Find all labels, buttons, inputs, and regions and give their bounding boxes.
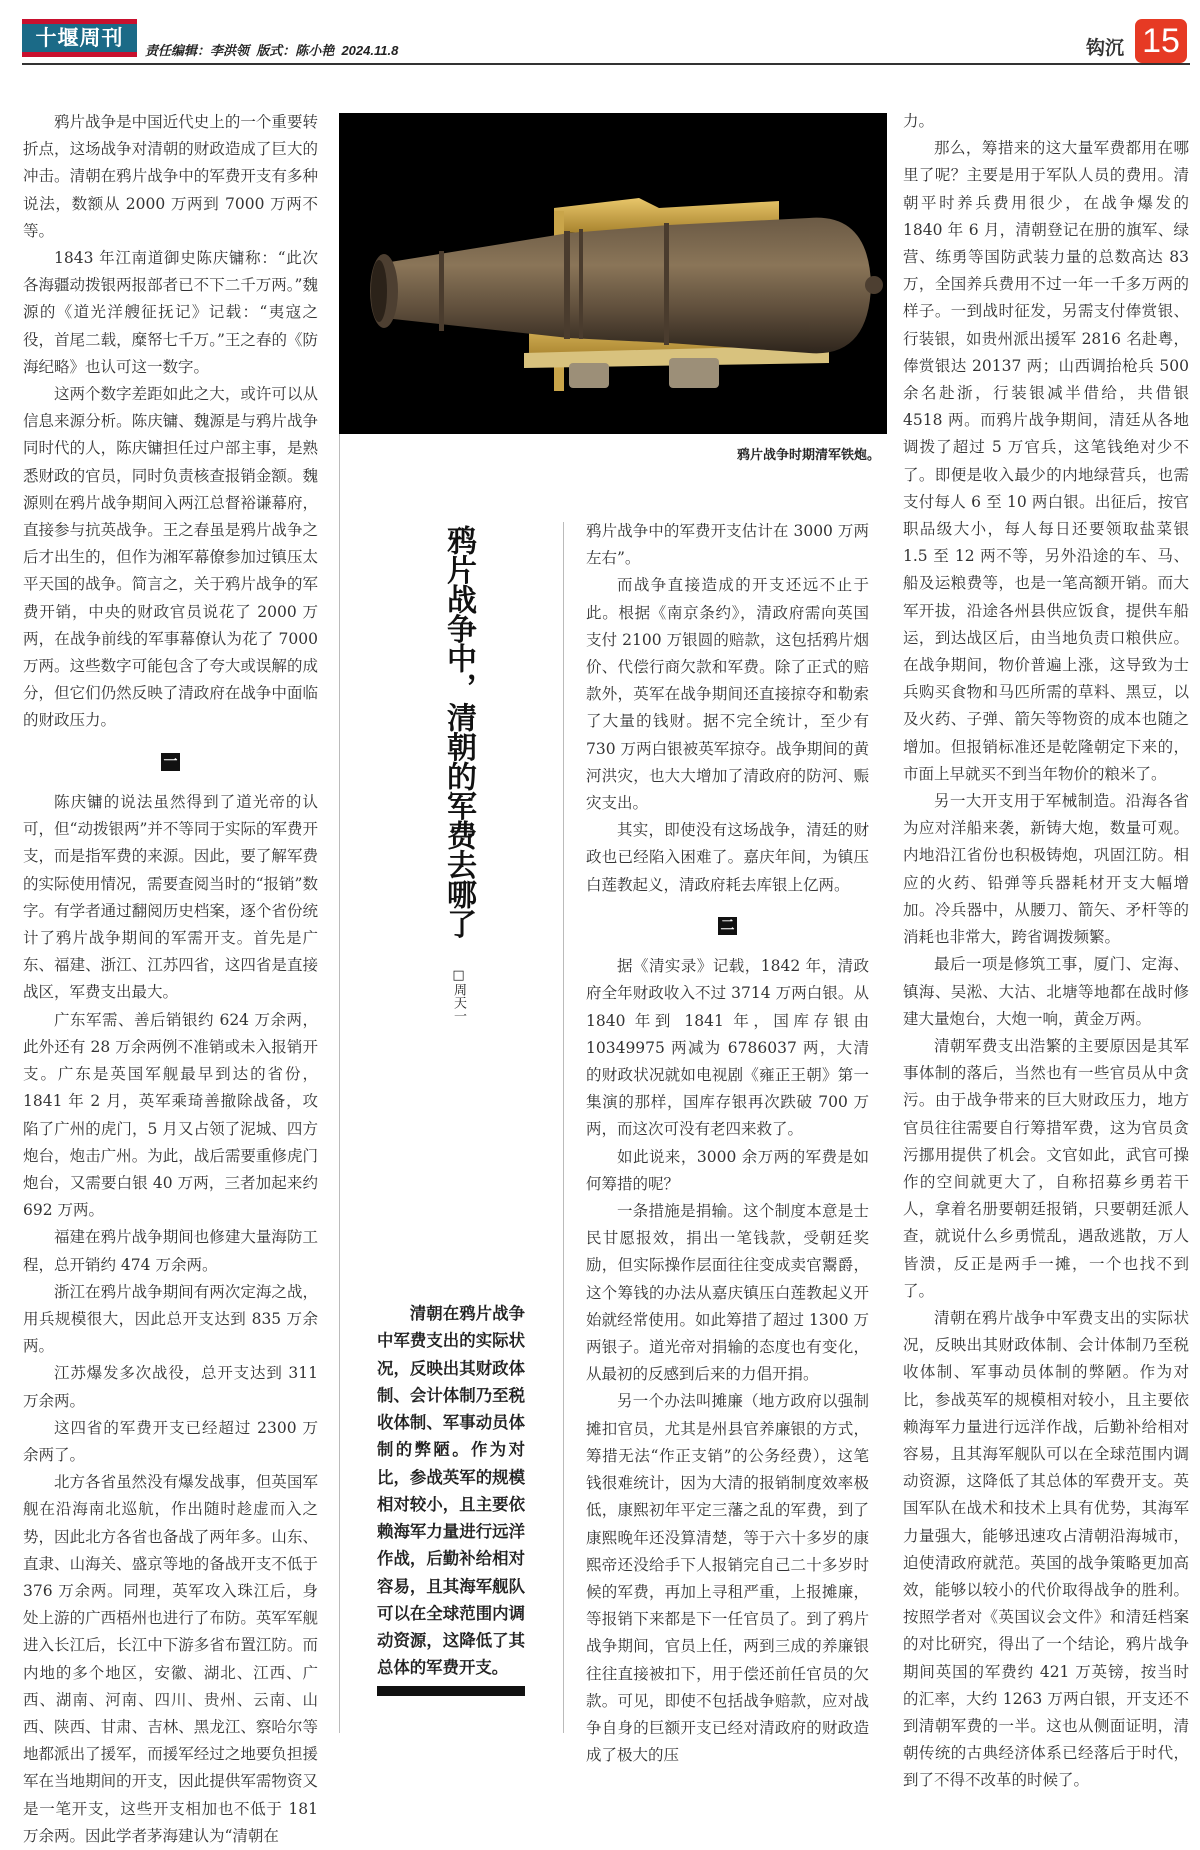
paragraph: 鸦片战争是中国近代史上的一个重要转折点，这场战争对清朝的财政造成了巨大的冲击。清朝在鸦片战争中的军费开支有多种说法，数额从 2000 万两到 7000 万两不等。 [23,113,318,240]
paragraph: 力。 [903,112,935,130]
paragraph: 1843 年江南道御史陈庆镛称：“此次各海疆动拨银两报部者已不下二千万两。”魏源的《道光洋艘征抚记》记载：“夷寇之役，首尾二载，糜帑七千万。”王之春的《防海纪略》也认可这一数字。 [23,249,318,376]
article-title: 鸦片战争中，清朝的军费去哪了 [441,525,476,938]
paragraph: 一条措施是捐输。这个制度本意是士民甘愿报效，捐出一笔钱款，受朝廷奖励，但实际操作层面往往变成卖官鬻爵，这个筹钱的办法从嘉庆镇压白莲教起义开始就经常使用。如此筹措了超过 1300 万两银子。道光帝对捐输的态度也有变化，从最初的反感到后来的力倡开捐。 [586,1202,869,1384]
page-number-badge: 15 [1135,19,1187,63]
article-column-1 [23,109,318,1850]
paragraph: 鸦片战争中的军费开支估计在 3000 万两左右”。 [586,522,869,568]
paragraph: 这两个数字差距如此之大，或许可以从信息来源分析。陈庆镛、魏源是与鸦片战争同时代的人，陈庆镛担任过户部主事，是熟悉财政的官员，同时负责核查报销金额。魏源则在鸦片战争期间入两江总督裕谦幕府，直接参与抗英战争。王之春虽是鸦片战争之后才出生的，但作为湘军幕僚参加过镇压太平天国的战争。简言之，关于鸦片战争的军费开销，中央的财政官员说花了 2000 万两，在战争前线的军事幕僚认为花了 7000 万两。这些数字可能包含了夸大或误解的成分，但它们仍然反映了清政府在战争中面临的财政压力。 [23,385,318,730]
paragraph: 如此说来，3000 余万两的军费是如何筹措的呢？ [586,1147,869,1193]
paragraph: 据《清实录》记载，1842 年，清政府全年财政收入不过 3714 万两白银。从 1840 年到 1841 年，国库存银由 10349975 两减为 6786037 两，大清的财政状况就如电视剧《雍正王朝》第一集演的那样，国库存银再次跌破 700 万两，而这次可没有老四来救了。 [586,957,869,1139]
editor-credits: 责任编辑：李洪领 版式：陈小艳 2024.11.8 [145,43,399,58]
cannon-photo [339,113,887,434]
paragraph: 那么，筹措来的这大量军费都用在哪里了呢？主要是用于军队人员的费用。清朝平时养兵费用很少，在战争爆发的 1840 年 6 月，清朝登记在册的旗军、绿营、练勇等国防武装力量的总数高达 83 万，全国养兵费用不过一年一千多万两的样子。一到战时征发，另需支付俸赏银、行装银，如贵州派出援军 2816 名赴粤，俸赏银达 20137 两；山西调抬枪兵 500 余名赴浙，行装银减半借给，共借银 4518 两。而鸦片战争期间，清廷从各地调拨了超过 5 万官兵，这笔钱绝对少不了。即便是收入最少的内地绿营兵，也需支付每人 6 至 10 两白银。出征后，按官职品级大小，每人每日还要领取盐菜银 1.5 至 12 两不等，另外沿途的车、马、船及运粮费等，也是一笔高额开销。而大军开拔，沿途各州县供应饭食，提供车船运，到达战区后，由当地负责口粮供应。在战争期间，物价普遍上涨，这导致为士兵购买食物和马匹所需的草料、黑豆，以及火药、子弹、箭矢等物资的成本也随之增加。但报销标准还是乾隆朝定下来的，市面上早就买不到当年物价的粮米了。 [903,139,1189,783]
photo-caption: 鸦片战争时期清军铁炮。 [736,448,880,463]
article-column-3 [586,518,869,1769]
paragraph: 这四省的军费开支已经超过 2300 万余两了。 [23,1418,318,1464]
header-divider [22,63,1190,65]
paragraph: 江苏爆发多次战役，总开支达到 311 万余两。 [23,1364,318,1410]
paragraph: 其实，即使没有这场战争，清廷的财政也已经陷入困难了。嘉庆年间，为镇压白莲教起义，清政府耗去库银上亿两。 [586,821,869,894]
section-marker-1 [23,735,318,789]
paragraph: 北方各省虽然没有爆发战事，但英国军舰在沿海南北巡航，作出随时趁虚而入之势，因此北方各省也备战了两年多。山东、直隶、山海关、盛京等地的备战开支不低于 376 万余两。同理，英军攻入珠江后，身处上游的广西梧州也进行了布防。英军军舰进入长江后，长江中下游多省布置江防。而内地的多个地区，安徽、湖北、江西、广西、湖南、河南、四川、贵州、云南、山西、陕西、甘肃、吉林、黑龙江、察哈尔等地都派出了援军，而援军经过之地要负担援军在当地期间的开支，因此提供军需物资又是一笔开支，这些开支相加也不低于 181 万余两。因此学者茅海建认为“清朝在 [23,1473,318,1845]
section-name: 钩沉 [1086,37,1125,59]
section-marker-2 [586,899,869,953]
paragraph: 浙江在鸦片战争期间有两次定海之战，用兵规模很大，因此总开支达到 835 万余两。 [23,1282,318,1356]
article-column-4 [903,108,1189,1795]
section-marker-label: 二 [718,917,737,935]
column-divider-left [339,434,340,1733]
iron-cannon-illustration [339,113,887,434]
author-byline: □周天一 [451,968,466,1022]
paragraph: 最后一项是修筑工事，厦门、定海、镇海、吴淞、大沽、北塘等地都在战时修建大量炮台，大炮一响，黄金万两。 [903,955,1189,1028]
paragraph: 广东军需、善后销银约 624 万余两，此外还有 28 万余两例不准销或未入报销开支。广东是英国军舰最早到达的省份，1841 年 2 月，英军乘琦善撤除战备，攻陷了广州的虎门，5 月又占领了泥城、四方炮台，炮击广州。为此，战后需要重修虎门炮台，又需要白银 40 万两，三者加起来约 692 万两。 [23,1010,318,1220]
paragraph: 另一个办法叫摊廉（地方政府以强制摊扣官员，尤其是州县官养廉银的方式，筹措无法“作正支销”的公务经费），这笔钱很难统计，因为大清的报销制度效率极低，康熙初年平定三藩之乱的军费，到了康熙晚年还没算清楚，等于六十多岁的康熙帝还没给手下人报销完自己二十多岁时候的军费，再加上寻租严重，上报摊廉，等报销下来都是下一任官员了。到了鸦片战争期间，官员上任，两到三成的养廉银往往直接被扣下，用于偿还前任官员的欠款。可见，即使不包括战争赔款，应对战争自身的巨额开支已经对清政府的财政造成了极大的压 [586,1392,869,1765]
pull-quote: 清朝在鸦片战争中军费支出的实际状况，反映出其财政体制、会计体制乃至税收体制、军事动员体制的弊陋。作为对比，参战英军的规模相对较小，且主要依赖海军力量进行远洋作战，后勤补给相对容易，且其海军舰队可以在全球范围内调动资源，这降低了其总体的军费开支。 [377,1304,525,1678]
paragraph: 陈庆镛的说法虽然得到了道光帝的认可，但“动拨银两”并不等同于实际的军费开支，而是指军费的来源。因此，要了解军费的实际使用情况，需要查阅当时的“报销”数字。有学者通过翻阅历史档案，逐个省份统计了鸦片战争期间的军需开支。首先是广东、福建、浙江、江苏四省，这四省是直接战区，军费支出最大。 [23,793,318,1002]
paragraph: 福建在鸦片战争期间也修建大量海防工程，总开销约 474 万余两。 [23,1228,318,1274]
pull-quote-box [377,1300,525,1696]
newspaper-logo: 十堰周刊 [22,19,137,57]
paragraph: 清朝军费支出浩繁的主要原因是其军事体制的落后，当然也有一些官员从中贪污。由于战争带来的巨大财政压力，地方官员往往需要自行筹措军费，这为官员贪污挪用提供了机会。文官如此，武官可操作的空间就更大了，自称招募乡勇若干人，拿着名册要朝廷报销，只要朝廷派人查，就说什么乡勇慌乱，遇敌逃散，万人皆溃，反正是两手一摊，一个也找不到了。 [903,1036,1189,1300]
paragraph: 清朝在鸦片战争中军费支出的实际状况，反映出其财政体制、会计体制乃至税收体制、军事动员体制的弊陋。作为对比，参战英军的规模相对较小，且主要依赖海军力量进行远洋作战，后勤补给相对容易，且其海军舰队可以在全球范围内调动资源，这降低了其总体的军费开支。英国军队在战术和技术上具有优势，其海军力量强大，能够迅速攻占清朝沿海城市，迫使清政府就范。英国的战争策略更加高效，能够以较小的代价取得战争的胜利。按照学者对《英国议会文件》和清廷档案的对比研究，得出了一个结论，鸦片战争期间英国的军费约 421 万英镑，按当时的汇率，大约 1263 万两白银，开支还不到清朝军费的一半。这也从侧面证明，清朝传统的古典经济体系已经落后于时代，到了不得不改革的时候了。 [903,1308,1189,1790]
pull-quote-bar [377,1686,525,1696]
column-divider-right [563,522,564,1733]
section-marker-label: 一 [161,753,180,771]
paragraph: 而战争直接造成的开支还远不止于此。根据《南京条约》，清政府需向英国支付 2100 万银圆的赔款，这包括鸦片烟价、代偿行商欠款和军费。除了正式的赔款外，英军在战争期间还直接掠夺和勒索了大量的钱财。据不完全统计，至少有 730 万两白银被英军掠夺。战争期间的黄河洪灾，也大大增加了清政府的防河、赈灾支出。 [586,576,869,813]
paragraph: 另一大开支用于军械制造。沿海各省为应对洋船来袭，新铸大炮，数量可观。内地沿江省份也积极铸炮，巩固江防。相应的火药、铅弹等兵器耗材开支大幅增加。冷兵器中，从腰刀、箭矢、矛杆等的消耗也非常大，跨省调拨频繁。 [903,792,1189,947]
